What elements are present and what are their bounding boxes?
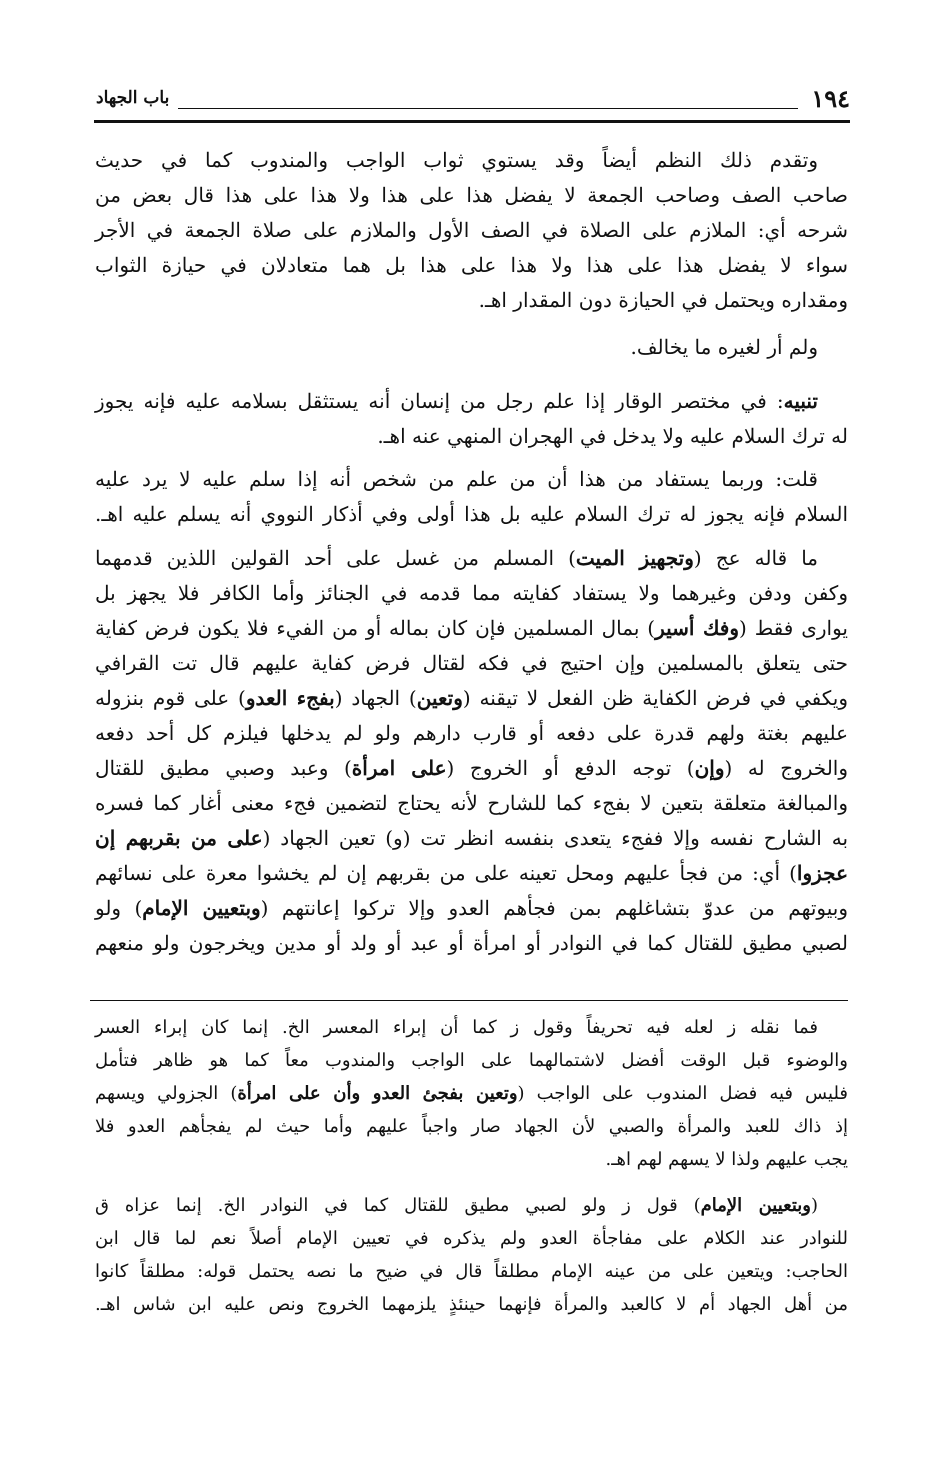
bold-matn-text: على من بقربهم إن <box>95 826 263 850</box>
text-line <box>95 497 848 531</box>
text-line <box>95 1078 848 1112</box>
text-line <box>95 178 848 212</box>
text-segment: لصبي مطيق للقتال كما في النوادر أو امرأة أو عبد أو ولد أو مدين ويخرجون ولو منعهم <box>95 931 848 955</box>
text-line <box>95 248 848 282</box>
text-line <box>95 1289 848 1323</box>
text-line <box>95 751 848 785</box>
text-line <box>95 926 848 960</box>
text-line <box>95 1045 848 1079</box>
text-line <box>95 1223 848 1257</box>
header-divider <box>178 108 798 109</box>
text-segment: به الشارح نفسه وإلا ففجء يتعدى بنفسه انظر تت (و) تعين الجهاد ( <box>262 826 849 850</box>
text-segment: ) وعبد وصبي مطيق للقتال <box>95 756 352 780</box>
bold-matn-text: وإن <box>694 756 725 780</box>
text-line <box>95 541 848 575</box>
text-line <box>95 891 848 925</box>
text-segment: للنوادر عند الكلام على مفاجأة العدو ولم يذكره في تعيين الإمام أصلاً نعم لما قال ابن <box>95 1228 848 1249</box>
text-line <box>95 419 848 453</box>
text-segment: والمبالغة متعلقة بتعين لا بفجء كما للشارح لأنه يحتاج لتضمين فجء معنى أغار كما فسره <box>95 791 848 815</box>
page-number: ١٩٤ <box>811 84 850 113</box>
text-line <box>95 1144 848 1178</box>
text-segment: : في مختصر الوقار إذا علم رجل من إنسان أنه يستثقل بسلامه عليه فإنه يجوز <box>95 389 784 413</box>
text-line <box>95 1190 848 1224</box>
text-segment: والخروج له ( <box>724 756 849 780</box>
footnote-separator <box>90 1000 848 1001</box>
text-line <box>95 786 848 820</box>
text-segment: صاحب الصف وصاحب الجمعة لا يفضل هذا على هذا ولا هذا على هذا قال بعض من <box>95 183 848 207</box>
text-line <box>95 1012 848 1046</box>
text-line <box>95 576 848 610</box>
text-segment: ) الجهاد ( <box>334 686 417 710</box>
text-line <box>95 681 848 715</box>
bold-matn-text: وتجهيز الميت <box>575 546 694 570</box>
bold-matn-text: وبتعيين الإمام <box>700 1195 811 1216</box>
text-segment: ما قاله عج ( <box>693 546 818 570</box>
text-segment: له ترك السلام عليه ولا يدخل في الهجران المنهي عنه اهـ. <box>377 424 848 448</box>
text-segment: فليس فيه فضل المندوب على الواجب ( <box>517 1083 849 1104</box>
bold-matn-text: وفك أسير <box>655 616 740 640</box>
bold-matn-text: تنبيه <box>783 389 818 413</box>
text-segment: الحاجب: ويتعين على من عينه الإمام مطلقاً قال في ضيح ما نصه يحتمل قوله: مطلقاً كانوا <box>95 1261 848 1282</box>
text-segment: ( <box>810 1195 819 1216</box>
chapter-title: باب الجهاد <box>96 88 170 108</box>
text-line <box>95 143 848 177</box>
text-segment: سواء لا يفضل هذا على هذا ولا هذا على هذا بل هما متعادلان في حيازة الثواب <box>95 253 848 277</box>
text-segment: ) قول ز ولو لصبي مطيق للقتال كما في النوادر الخ. إنما عزاه ق <box>95 1195 701 1216</box>
text-line <box>95 330 848 364</box>
text-segment: إذ ذاك للعبد والمرأة والصبي لأن الجهاد صار واجباً عليهم وأما حيث لم يفجأهم العدو فلا <box>95 1116 848 1137</box>
text-line <box>95 856 848 890</box>
text-segment: ) الجزولي ويسهم <box>95 1083 238 1104</box>
text-segment: وتقدم ذلك النظم أيضاً وقد يستوي ثواب الواجب والمندوب كما في حديث <box>95 148 818 172</box>
text-line <box>95 1111 848 1145</box>
text-segment: ) توجه الدفع أو الخروج ( <box>446 756 695 780</box>
bold-matn-text: وتعين بفجئ العدو وأن على امرأة <box>237 1083 518 1104</box>
text-segment: وكفن ودفن وغيرهما ولا يستفاد كفايته مما قدمه في الجنائز وأما الكافر فلا يجهز بل <box>95 581 848 605</box>
text-line <box>95 213 848 247</box>
text-segment: ) بمال المسلمين فإن كان بماله أو من الفيء فلا يكون فرض كفاية <box>95 616 656 640</box>
bold-matn-text: وتعين <box>416 686 463 710</box>
header-rule <box>94 120 850 123</box>
text-segment: ولم أر لغيره ما يخالف. <box>630 335 818 359</box>
text-line <box>95 646 848 680</box>
text-segment: فما نقله ز لعله فيه تحريفاً وقول ز كما أن إبراء المعسر الخ. إنما كان إبراء العسر <box>95 1017 818 1038</box>
text-segment: ويكفي في فرض الكفاية ظن الفعل لا تيقنه ( <box>462 686 848 710</box>
text-segment: وبيوتهم من عدوّ بتشاغلهم بمن فجأهم العدو وإلا تركوا إعانتهم ( <box>260 896 848 920</box>
text-segment: ) على قوم بنزوله <box>95 686 246 710</box>
text-segment: ) أي: من فجأ عليهم ومحل تعينه على من بقربهم إن لم يخشوا معرة على نسائهم <box>95 861 797 885</box>
text-line <box>95 384 848 418</box>
text-segment: من أهل الجهاد أم لا كالعبد والمرأة فإنهما حينئذٍ يلزمهما الخروج ونص عليه ابن شاس اهـ. <box>95 1294 848 1315</box>
text-line <box>95 611 848 645</box>
text-segment: يوارى فقط ( <box>739 616 849 640</box>
text-line <box>95 1256 848 1290</box>
text-segment: شرحه أي: الملازم على الصلاة في الصف الأول والملازم على صلاة الجمعة في الأجر <box>95 218 848 242</box>
bold-matn-text: عجزوا <box>796 861 848 885</box>
bold-matn-text: بفجء العدو <box>245 686 335 710</box>
text-line <box>95 283 848 317</box>
text-segment: ) المسلم من غسل على أحد القولين اللذين قدمهما <box>95 546 576 570</box>
bold-matn-text: على امرأة <box>351 756 447 780</box>
text-line <box>95 821 848 855</box>
text-segment: ومقداره ويحتمل في الحيازة دون المقدار اهـ. <box>478 288 848 312</box>
text-segment: السلام فإنه يجوز له ترك السلام عليه بل هذا أولى وفي أذكار النووي أنه يسلم عليه اهـ. <box>95 502 848 526</box>
bold-matn-text: وبتعيين الإمام <box>142 896 261 920</box>
text-line <box>95 716 848 750</box>
text-segment: قلت: وربما يستفاد من هذا أن من علم من شخص أنه إذا سلم عليه لا يرد عليه <box>95 467 818 491</box>
text-segment: والوضوء قبل الوقت أفضل لاشتمالهما على الواجب والمندوب معاً كما هو ظاهر فتأمل <box>95 1050 848 1071</box>
text-line <box>95 462 848 496</box>
text-segment: يجب عليهم ولذا لا يسهم لهم اهـ. <box>605 1149 848 1170</box>
text-segment: عليهم بغتة ولهم قدرة على دفعه أو قارب دارهم ولو لم يدخلها فيلزم كل أحد دفعه <box>95 721 849 745</box>
text-segment: حتى يتعلق بالمسلمين وإن احتيج في فكه لقتال فرض كفاية عليهم قال تت القرافي <box>95 651 848 675</box>
text-segment: ) ولو <box>95 896 143 920</box>
